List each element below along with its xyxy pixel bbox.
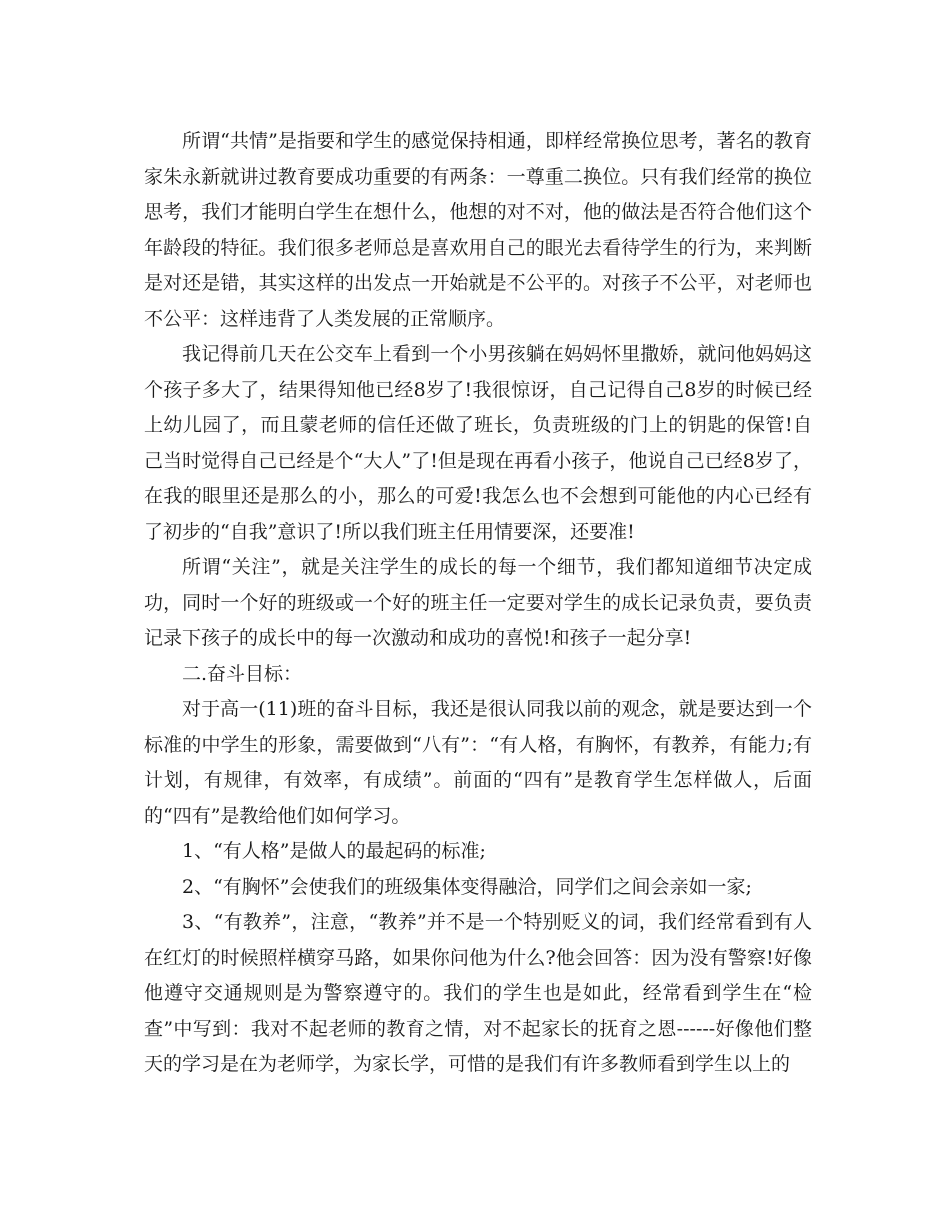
list-item-1: 1、“有人格”是做人的最起码的标准;	[182, 840, 486, 862]
section-heading-goals: 二.奋斗目标：	[182, 662, 303, 685]
list-item-3: 3、“有教养”，注意，“教养”并不是一个特别贬义的词，我们经常看到有人在红灯的时候照样横穿马路，如果你问他为什么?他会回答：因为没有警察!好像他遵守交通规则是为警察遵守的。我们的学生也是如此，经常看到学生在“检查”中写到：我对不起老师的教育之情，对不起家长的抚育之恩------好像他们整天的学习是在为老师学，为家长学，可惜的是我们有许多教师看到学生以上的	[144, 911, 812, 1075]
list-item-2: 2、“有胸怀”会使我们的班级集体变得融洽，同学们之间会亲如一家;	[182, 875, 752, 898]
paragraph-empathy: 所谓“共情”是指要和学生的感觉保持相通，即样经常换位思考，著名的教育家朱永新就讲过教育要成功重要的有两条：一尊重二换位。只有我们经常的换位思考，我们才能明白学生在想什么，他想的对不对，他的做法是否符合他们这个年龄段的特征。我们很多老师总是喜欢用自己的眼光去看待学生的行为，来判断是对还是错，其实这样的出发点一开始就是不公平的。对孩子不公平，对老师也不公平：这样违背了人类发展的正常顺序。	[144, 130, 812, 330]
paragraph-attention: 所谓“关注”，就是关注学生的成长的每一个细节，我们都知道细节决定成功，同时一个好的班级或一个好的班主任一定要对学生的成长记录负责，要负责记录下孩子的成长中的每一次激动和成功的喜悦!和孩子一起分享!	[144, 556, 812, 649]
paragraph-bus-anecdote: 我记得前几天在公交车上看到一个小男孩躺在妈妈怀里撒娇，就问他妈妈这个孩子多大了，结果得知他已经8岁了!我很惊讶，自己记得自己8岁的时候已经上幼儿园了，而且蒙老师的信任还做了班长，负责班级的门上的钥匙的保管!自己当时觉得自己已经是个“大人”了!但是现在再看小孩子，他说自己已经8岁了，在我的眼里还是那么的小，那么的可爱!我怎么也不会想到可能他的内心已经有了初步的“自我”意识了!所以我们班主任用情要深，还要准!	[144, 343, 812, 543]
document-body	[144, 124, 812, 1083]
paragraph-class-goals: 对于高一(11)班的奋斗目标，我还是很认同我以前的观念，就是要达到一个标准的中学生的形象，需要做到“八有”：“有人格，有胸怀，有教养，有能力;有计划，有规律，有效率，有成绩”。前面的“四有”是教育学生怎样做人，后面的“四有”是教给他们如何学习。	[144, 698, 812, 827]
